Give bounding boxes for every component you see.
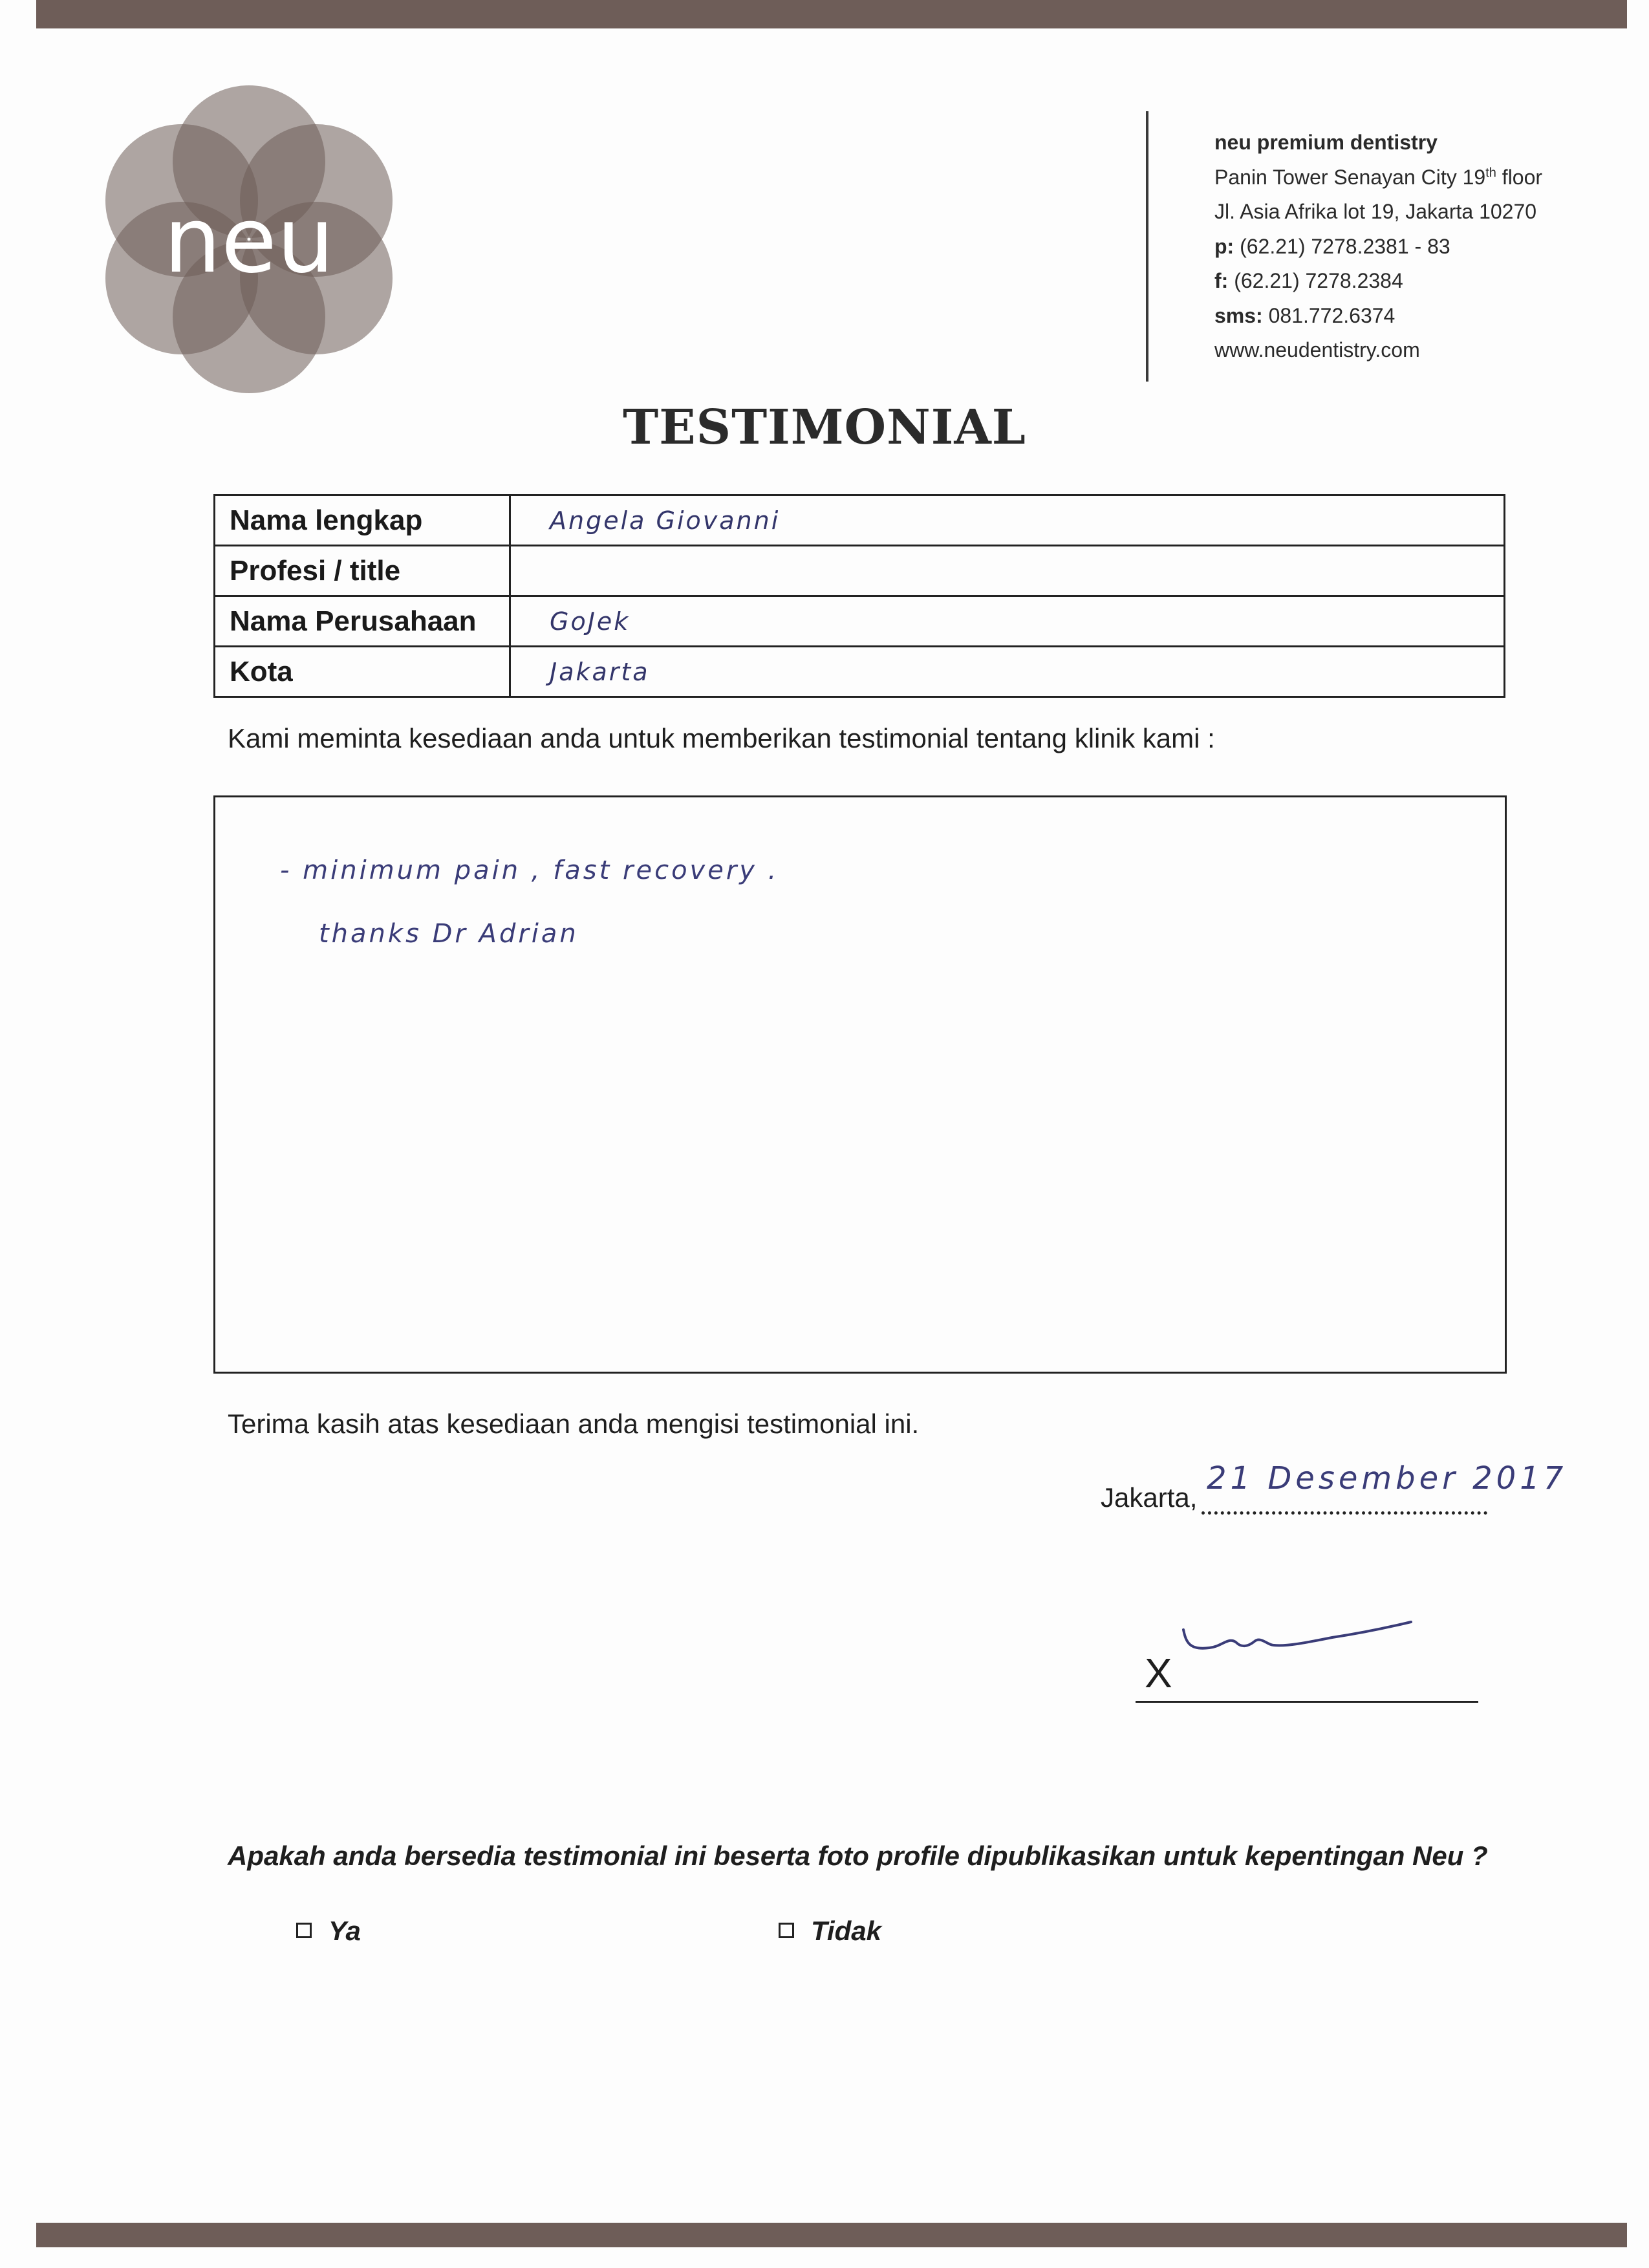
- clinic-name: neu premium dentistry: [1214, 131, 1438, 154]
- website: www.neudentistry.com: [1214, 338, 1420, 362]
- table-row: [215, 546, 1505, 596]
- option-yes-label: Ya: [329, 1916, 361, 1946]
- testimonial-box[interactable]: [213, 795, 1507, 1374]
- sms-line: sms: 081.772.6374: [1214, 303, 1396, 327]
- address-line-1: Panin Tower Senayan City 19th floor: [1214, 165, 1543, 189]
- full-name-field[interactable]: Angela Giovanni: [510, 495, 1505, 546]
- checkbox-no[interactable]: [779, 1923, 794, 1938]
- header-divider: [1146, 111, 1148, 382]
- city-field[interactable]: Jakarta: [510, 647, 1505, 697]
- top-brand-bar: [36, 0, 1627, 28]
- fax-line: f: (62.21) 7278.2384: [1214, 269, 1403, 292]
- field-label: Kota: [215, 647, 510, 697]
- thanks-text: Terima kasih atas kesediaan anda mengisi testimonial ini.: [228, 1409, 920, 1439]
- signature-scribble: [1177, 1617, 1423, 1681]
- checkbox-yes[interactable]: [296, 1923, 312, 1938]
- signature-line[interactable]: [1136, 1701, 1478, 1703]
- option-no-label: Tidak: [811, 1916, 881, 1946]
- neu-logo: [91, 84, 407, 394]
- contact-block: [1214, 125, 1542, 368]
- page-title: TESTIMONIAL: [623, 400, 1026, 455]
- signature-mark: X: [1145, 1650, 1172, 1696]
- consent-option-no[interactable]: [779, 1916, 881, 1947]
- address-line-2: Jl. Asia Afrika lot 19, Jakarta 10270: [1214, 200, 1537, 223]
- field-label: Nama Perusahaan: [215, 596, 510, 647]
- table-row: [215, 495, 1505, 546]
- logo-text: neu: [164, 188, 334, 294]
- info-table: [213, 494, 1505, 698]
- field-label: Profesi / title: [215, 546, 510, 596]
- date-place-label: Jakarta,: [1101, 1482, 1198, 1513]
- profession-field[interactable]: [510, 546, 1505, 596]
- consent-option-yes[interactable]: [296, 1916, 361, 1947]
- company-field[interactable]: GoJek: [510, 596, 1505, 647]
- bottom-brand-bar: [36, 2223, 1627, 2247]
- consent-question: Apakah anda bersedia testimonial ini beserta foto profile dipublikasikan untuk kepentingan Neu ?: [228, 1841, 1488, 1871]
- testimonial-line-1: - minimum pain , fast recovery .: [280, 856, 779, 885]
- testimonial-line-2: thanks Dr Adrian: [319, 919, 579, 949]
- table-row: [215, 596, 1505, 647]
- date-field[interactable]: 21 Desember 2017: [1207, 1460, 1568, 1496]
- table-row: [215, 647, 1505, 697]
- phone-line: p: (62.21) 7278.2381 - 83: [1214, 234, 1450, 258]
- testimonial-prompt: Kami meminta kesediaan anda untuk memberikan testimonial tentang klinik kami :: [228, 723, 1215, 753]
- date-dotted-line: [1202, 1498, 1487, 1515]
- field-label: Nama lengkap: [215, 495, 510, 546]
